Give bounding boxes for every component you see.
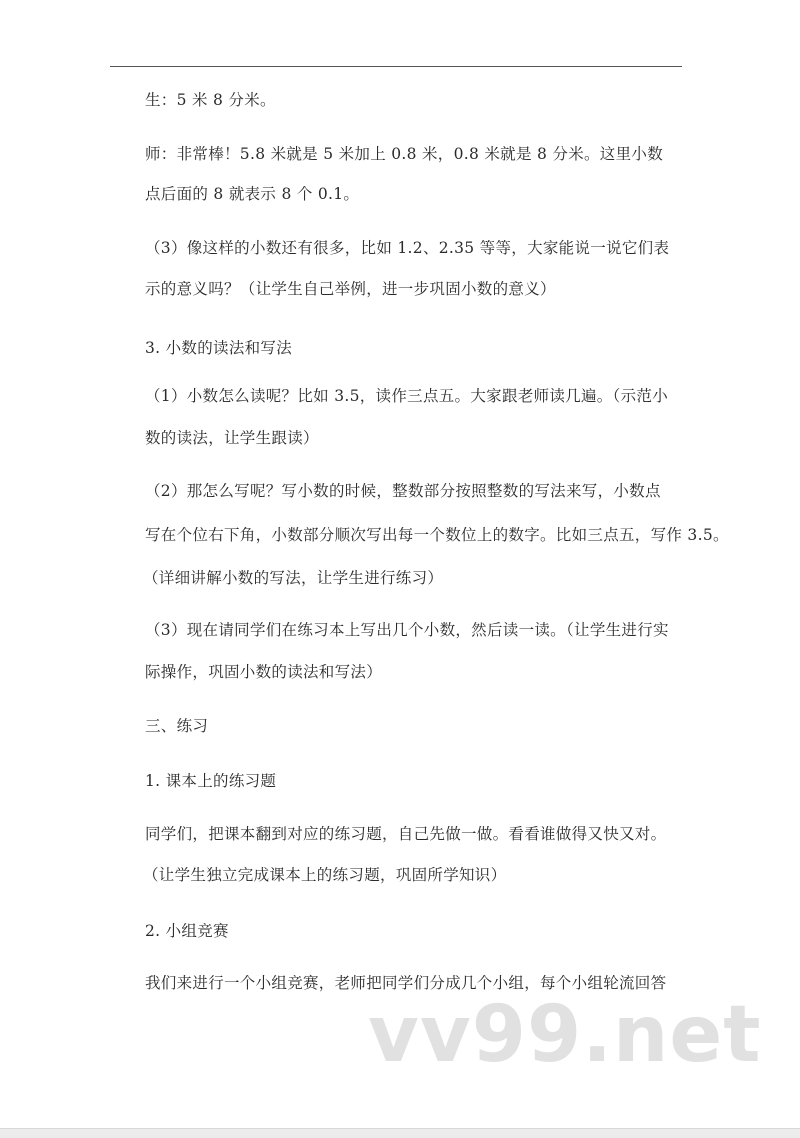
text-line: 生：5 米 8 分米。 bbox=[145, 91, 276, 109]
text-line: 我们来进行一个小组竞赛，老师把同学们分成几个小组，每个小组轮流回答 bbox=[145, 974, 667, 992]
text-line: 际操作，巩固小数的读法和写法） bbox=[145, 663, 383, 681]
section-heading: 3. 小数的读法和写法 bbox=[145, 339, 293, 357]
text-line: 同学们，把课本翻到对应的练习题，自己先做一做。看看谁做得又快又对。 bbox=[145, 825, 667, 843]
text-line: 数的读法，让学生跟读） bbox=[145, 429, 319, 447]
watermark: vv99.net bbox=[368, 990, 762, 1080]
section-heading: 三、练习 bbox=[145, 717, 209, 735]
header-rule bbox=[110, 66, 682, 67]
text-line: 写在个位右下角，小数部分顺次写出每一个数位上的数字。比如三点五，写作 3.5。 bbox=[145, 526, 729, 544]
text-line: （3）像这样的小数还有很多，比如 1.2、2.35 等等，大家能说一说它们表 bbox=[145, 239, 670, 257]
subsection-heading: 1. 课本上的练习题 bbox=[145, 772, 277, 790]
text-line: （2）那怎么写呢？写小数的时候，整数部分按照整数的写法来写，小数点 bbox=[145, 482, 661, 500]
text-line: （让学生独立完成课本上的练习题，巩固所学知识） bbox=[143, 866, 507, 884]
text-line: （1）小数怎么读呢？比如 3.5，读作三点五。大家跟老师读几遍。（示范小 bbox=[145, 387, 668, 405]
text-line: （详细讲解小数的写法，让学生进行练习） bbox=[143, 569, 444, 587]
text-line: 示的意义吗？（让学生自己举例，进一步巩固小数的意义） bbox=[145, 280, 556, 298]
text-line: （3）现在请同学们在练习本上写出几个小数，然后读一读。（让学生进行实 bbox=[145, 621, 669, 639]
text-line: 点后面的 8 就表示 8 个 0.1。 bbox=[145, 185, 360, 203]
text-line: 师：非常棒！5.8 米就是 5 米加上 0.8 米，0.8 米就是 8 分米。这里小数 bbox=[145, 145, 663, 163]
subsection-heading: 2. 小组竞赛 bbox=[145, 922, 229, 940]
